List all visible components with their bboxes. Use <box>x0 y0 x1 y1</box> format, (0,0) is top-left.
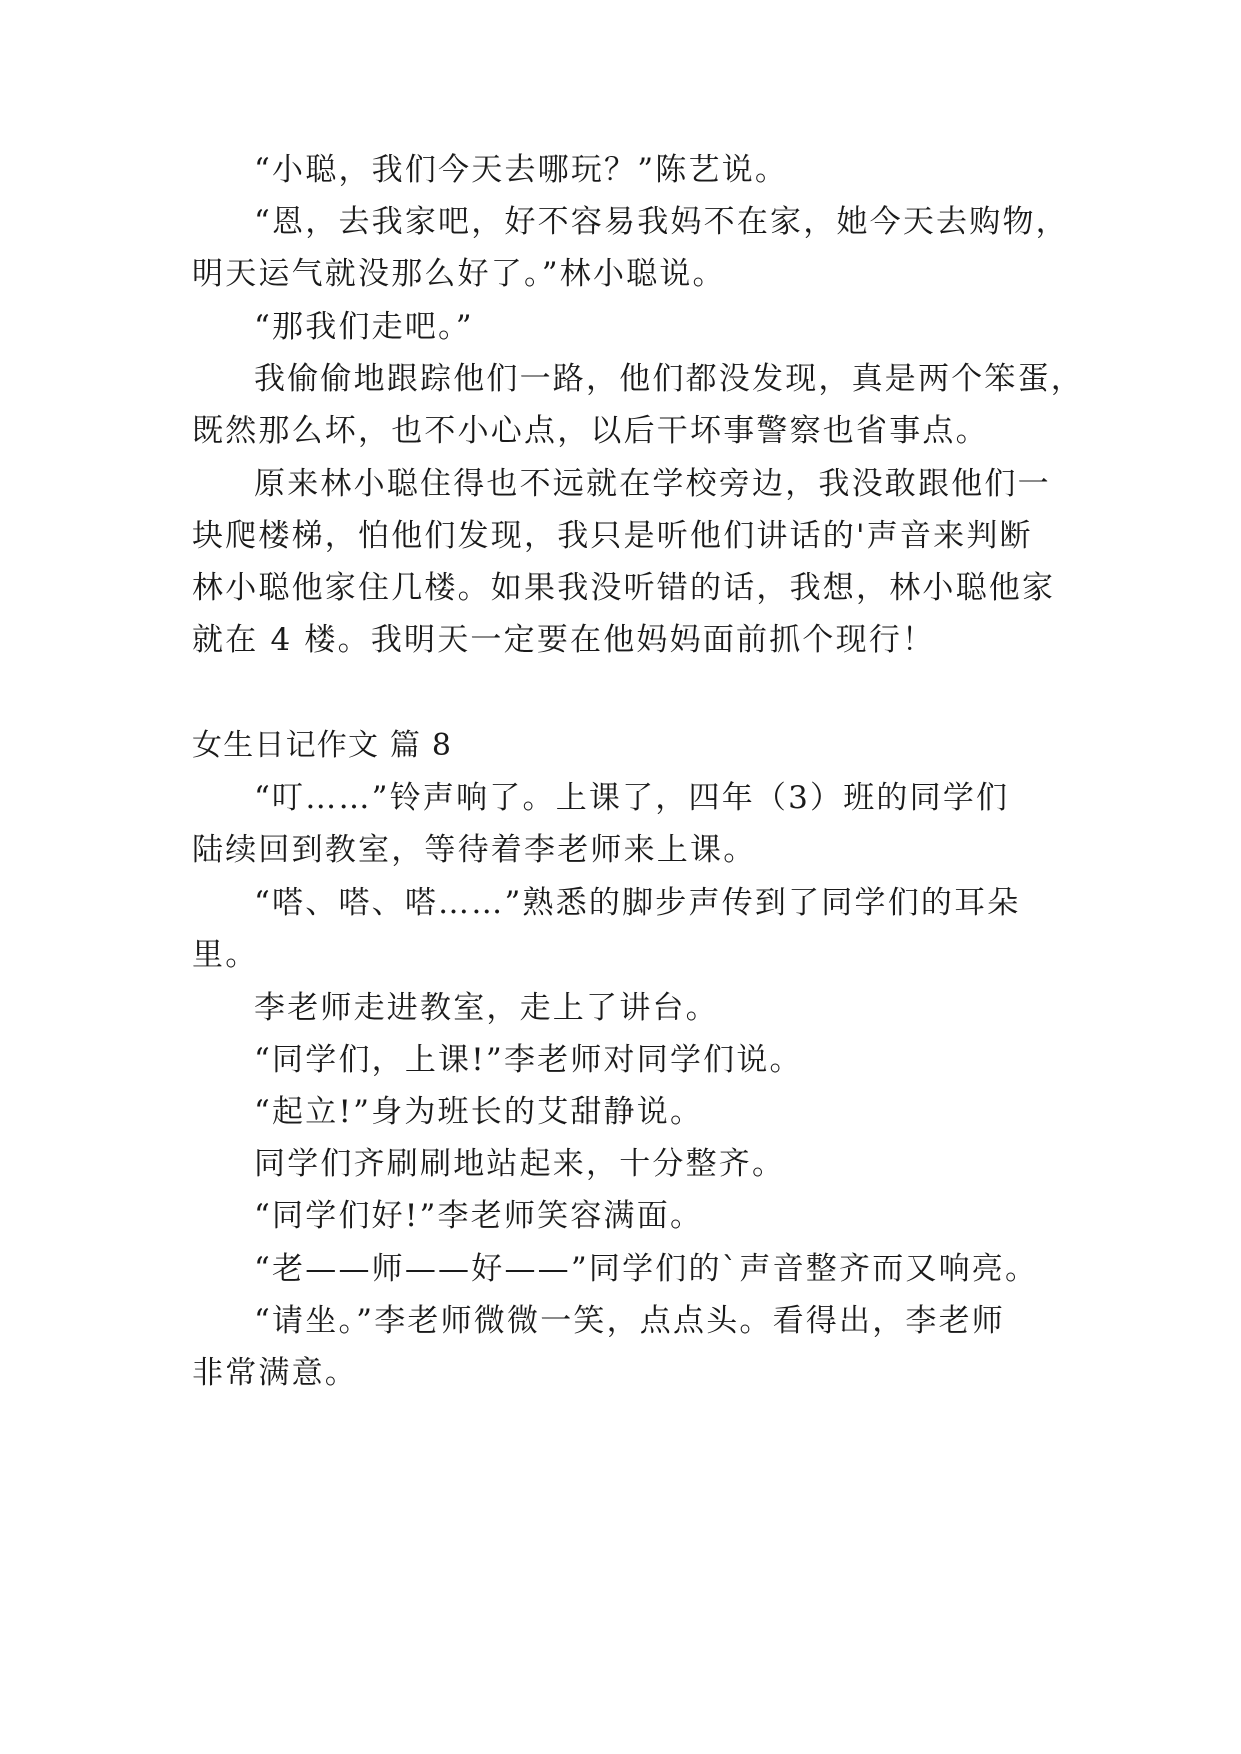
paragraph-line: 就在 4 楼。我明天一定要在他妈妈面前抓个现行！ <box>192 622 936 658</box>
paragraph-line: 块爬楼梯，怕他们发现，我只是听他们讲话的'声音来判断 <box>192 518 1033 554</box>
paragraph-line: 里。 <box>192 937 259 973</box>
paragraph-line: 明天运气就没那么好了。”林小聪说。 <box>192 256 726 292</box>
paragraph-line: “叮……”铃声响了。上课了，四年（3）班的同学们 <box>254 780 1010 816</box>
paragraph-line: 李老师走进教室，走上了讲台。 <box>254 990 719 1026</box>
paragraph-line: 同学们齐刷刷地站起来，十分整齐。 <box>254 1146 786 1182</box>
paragraph-line: 既然那么坏，也不小心点，以后干坏事警察也省事点。 <box>192 413 989 449</box>
paragraph-line: “小聪，我们今天去哪玩？”陈艺说。 <box>254 152 789 188</box>
paragraph-line: “起立!”身为班长的艾甜静说。 <box>254 1094 704 1130</box>
paragraph-line: 非常满意。 <box>192 1355 358 1391</box>
paragraph-line: “老——师——好——”同学们的`声音整齐而又响亮。 <box>254 1251 1039 1287</box>
paragraph-line: 林小聪他家住几楼。如果我没听错的话，我想，林小聪他家 <box>192 570 1056 606</box>
paragraph-line: 我偷偷地跟踪他们一路，他们都没发现，真是两个笨蛋， <box>254 361 1084 397</box>
paragraph-line: “同学们，上课!”李老师对同学们说。 <box>254 1042 803 1078</box>
paragraph-line: “请坐。”李老师微微一笑，点点头。看得出，李老师 <box>254 1303 1005 1339</box>
paragraph-line: “恩，去我家吧，好不容易我妈不在家，她今天去购物， <box>254 204 1069 240</box>
paragraph-line: “同学们好!”李老师笑容满面。 <box>254 1198 704 1234</box>
section-heading: 女生日记作文 篇 8 <box>192 728 453 763</box>
paragraph-line: “嗒、嗒、嗒……”熟悉的脚步声传到了同学们的耳朵 <box>254 885 1021 921</box>
paragraph-line: “那我们走吧。” <box>254 309 474 345</box>
paragraph-line: 原来林小聪住得也不远就在学校旁边，我没敢跟他们一 <box>254 466 1051 502</box>
paragraph-line: 陆续回到教室，等待着李老师来上课。 <box>192 832 757 868</box>
